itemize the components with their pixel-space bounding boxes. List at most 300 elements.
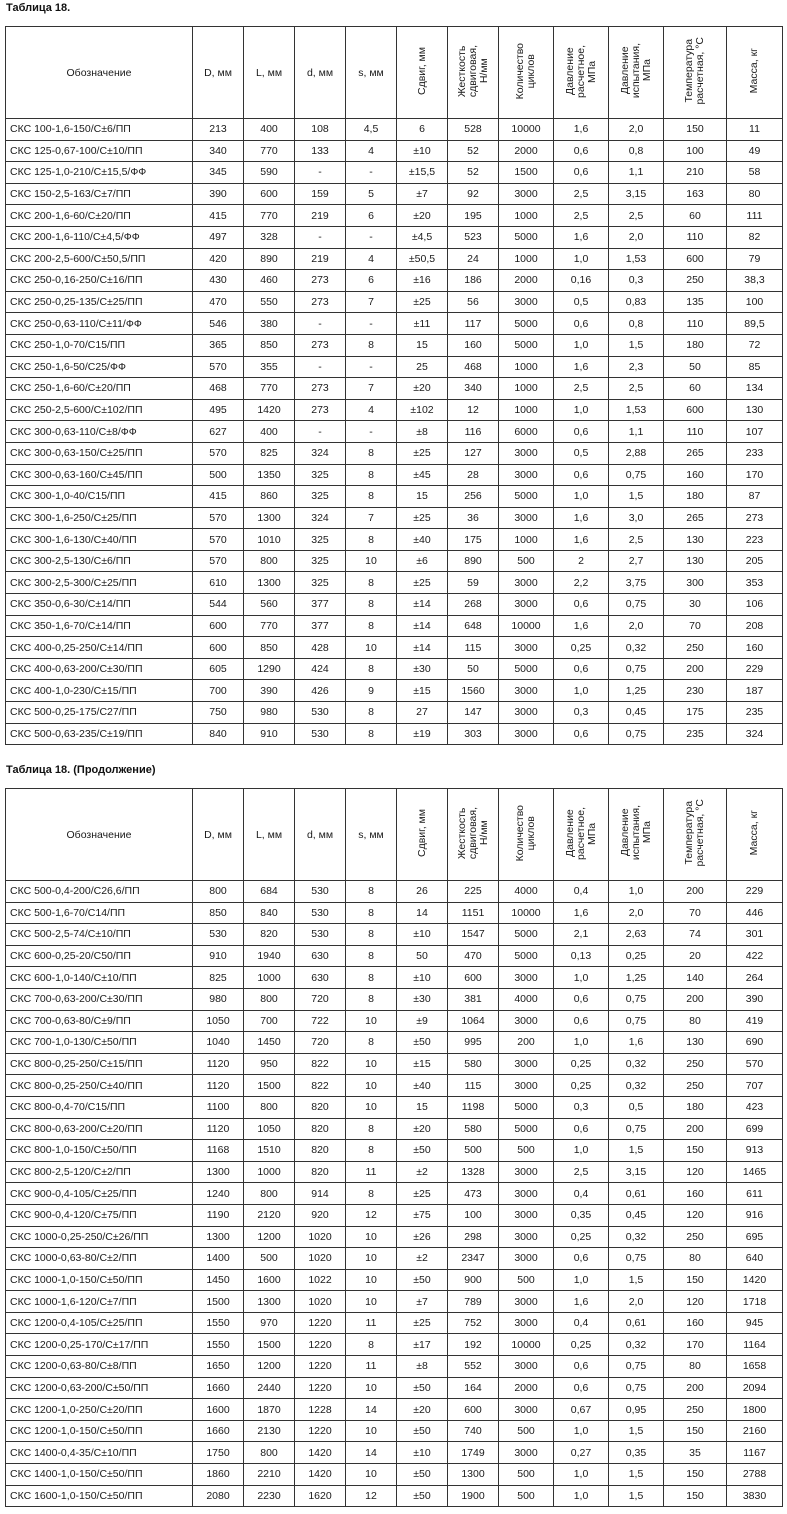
cell-design-temperature: 50 [664, 356, 727, 378]
cell-cycles: 3000 [499, 1183, 554, 1205]
cell-designation: СКС 350-0,6-30/С±14/ПП [6, 594, 193, 616]
cell-d-outer: 495 [193, 399, 244, 421]
column-header-design-temperature [664, 789, 727, 881]
cell-wall-thickness: 8 [346, 615, 397, 637]
cell-wall-thickness: 7 [346, 378, 397, 400]
cell-d-inner: 1220 [295, 1356, 346, 1378]
cell-wall-thickness: 8 [346, 442, 397, 464]
table-row [6, 615, 783, 637]
cell-length: 2230 [244, 1485, 295, 1507]
cell-mass: 235 [727, 702, 783, 724]
column-header-d-inner [295, 789, 346, 881]
cell-length: 684 [244, 881, 295, 903]
cell-shear: ±10 [397, 967, 448, 989]
cell-design-temperature: 130 [664, 529, 727, 551]
cell-design-temperature: 180 [664, 334, 727, 356]
cell-design-temperature: 130 [664, 550, 727, 572]
cell-cycles: 3000 [499, 594, 554, 616]
cell-test-pressure: 2,0 [609, 119, 664, 141]
cell-shear-stiffness: 1064 [448, 1010, 499, 1032]
cell-designation: СКС 500-0,63-235/С±19/ПП [6, 723, 193, 745]
cell-design-temperature: 120 [664, 1291, 727, 1313]
cell-d-inner: 1020 [295, 1248, 346, 1270]
cell-cycles: 2000 [499, 270, 554, 292]
cell-designation: СКС 200-2,5-600/С±50,5/ПП [6, 248, 193, 270]
header-label: Температура расчетная, °С [683, 799, 706, 867]
cell-mass: 229 [727, 881, 783, 903]
cell-d-inner: 377 [295, 615, 346, 637]
cell-designation: СКС 400-0,63-200/С±30/ПП [6, 658, 193, 680]
cell-design-pressure: 1,0 [554, 1140, 609, 1162]
cell-length: 380 [244, 313, 295, 335]
table-row [6, 378, 783, 400]
cell-length: 850 [244, 334, 295, 356]
cell-length: 910 [244, 723, 295, 745]
cell-mass: 1800 [727, 1399, 783, 1421]
cell-shear: ±15 [397, 680, 448, 702]
table-row [6, 881, 783, 903]
cell-d-inner: 133 [295, 140, 346, 162]
table-row [6, 658, 783, 680]
cell-shear-stiffness: 117 [448, 313, 499, 335]
table-row [6, 1399, 783, 1421]
column-header-length [244, 27, 295, 119]
cell-length: 1290 [244, 658, 295, 680]
cell-design-pressure: 0,16 [554, 270, 609, 292]
cell-mass: 353 [727, 572, 783, 594]
column-header-shear [397, 789, 448, 881]
header-label: Обозначение [66, 828, 132, 841]
cell-design-temperature: 200 [664, 1377, 727, 1399]
cell-d-outer: 390 [193, 183, 244, 205]
cell-shear: ±25 [397, 442, 448, 464]
cell-d-outer: 570 [193, 550, 244, 572]
cell-mass: 58 [727, 162, 783, 184]
cell-mass: 1465 [727, 1161, 783, 1183]
cell-test-pressure: 0,8 [609, 313, 664, 335]
header-label: Количество циклов [514, 42, 537, 100]
cell-mass: 570 [727, 1053, 783, 1075]
column-header-shear-stiffness [448, 27, 499, 119]
cell-test-pressure: 0,75 [609, 1010, 664, 1032]
cell-designation: СКС 300-1,6-130/С±40/ПП [6, 529, 193, 551]
table-row [6, 1226, 783, 1248]
cell-design-pressure: 0,25 [554, 1053, 609, 1075]
cell-cycles: 500 [499, 1485, 554, 1507]
cell-d-outer: 600 [193, 637, 244, 659]
cell-cycles: 3000 [499, 1226, 554, 1248]
table-row [6, 205, 783, 227]
cell-wall-thickness: 12 [346, 1485, 397, 1507]
table-row [6, 1377, 783, 1399]
cell-mass: 72 [727, 334, 783, 356]
cell-shear: ±45 [397, 464, 448, 486]
cell-design-temperature: 130 [664, 1032, 727, 1054]
cell-design-pressure: 1,6 [554, 507, 609, 529]
cell-d-inner: 273 [295, 291, 346, 313]
cell-length: 1000 [244, 967, 295, 989]
cell-d-outer: 600 [193, 615, 244, 637]
column-header-mass [727, 27, 783, 119]
cell-d-inner: 630 [295, 945, 346, 967]
cell-design-temperature: 250 [664, 1399, 727, 1421]
table-row [6, 119, 783, 141]
cell-mass: 1167 [727, 1442, 783, 1464]
cell-designation: СКС 1400-0,4-35/С±10/ПП [6, 1442, 193, 1464]
cell-shear: 15 [397, 1096, 448, 1118]
cell-cycles: 2000 [499, 140, 554, 162]
cell-test-pressure: 2,3 [609, 356, 664, 378]
cell-wall-thickness: 8 [346, 1334, 397, 1356]
table-row [6, 1118, 783, 1140]
cell-shear-stiffness: 900 [448, 1269, 499, 1291]
cell-design-pressure: 1,0 [554, 334, 609, 356]
cell-d-inner: 530 [295, 881, 346, 903]
column-header-cycles [499, 27, 554, 119]
cell-d-inner: 219 [295, 248, 346, 270]
cell-shear-stiffness: 890 [448, 550, 499, 572]
column-header-shear-stiffness [448, 789, 499, 881]
cell-design-temperature: 250 [664, 270, 727, 292]
cell-design-pressure: 0,5 [554, 291, 609, 313]
cell-length: 1420 [244, 399, 295, 421]
cell-design-pressure: 0,3 [554, 1096, 609, 1118]
cell-test-pressure: 0,8 [609, 140, 664, 162]
cell-cycles: 3000 [499, 1291, 554, 1313]
cell-mass: 419 [727, 1010, 783, 1032]
cell-designation: СКС 350-1,6-70/С±14/ПП [6, 615, 193, 637]
cell-shear: ±25 [397, 507, 448, 529]
cell-test-pressure: 1,5 [609, 334, 664, 356]
cell-designation: СКС 1000-0,25-250/С±26/ПП [6, 1226, 193, 1248]
cell-designation: СКС 1200-1,0-250/С±20/ПП [6, 1399, 193, 1421]
cell-test-pressure: 1,6 [609, 1032, 664, 1054]
cell-design-pressure: 0,4 [554, 1183, 609, 1205]
cell-wall-thickness: 8 [346, 988, 397, 1010]
cell-mass: 423 [727, 1096, 783, 1118]
cell-test-pressure: 1,5 [609, 1140, 664, 1162]
cell-mass: 2160 [727, 1420, 783, 1442]
cell-shear-stiffness: 59 [448, 572, 499, 594]
cell-d-outer: 1450 [193, 1269, 244, 1291]
cell-design-pressure: 1,6 [554, 356, 609, 378]
cell-d-outer: 1050 [193, 1010, 244, 1032]
cell-shear-stiffness: 740 [448, 1420, 499, 1442]
cell-designation: СКС 125-1,0-210/С±15,5/ФФ [6, 162, 193, 184]
cell-d-outer: 1240 [193, 1183, 244, 1205]
cell-designation: СКС 500-0,4-200/С26,6/ПП [6, 881, 193, 903]
column-header-designation [6, 789, 193, 881]
cell-shear: ±75 [397, 1204, 448, 1226]
cell-designation: СКС 300-0,63-150/С±25/ПП [6, 442, 193, 464]
cell-d-outer: 415 [193, 205, 244, 227]
cell-cycles: 1000 [499, 399, 554, 421]
cell-test-pressure: 0,75 [609, 1118, 664, 1140]
cell-d-outer: 570 [193, 529, 244, 551]
cell-mass: 205 [727, 550, 783, 572]
table-row [6, 226, 783, 248]
cell-shear-stiffness: 256 [448, 486, 499, 508]
cell-mass: 699 [727, 1118, 783, 1140]
cell-test-pressure: 0,35 [609, 1442, 664, 1464]
cell-wall-thickness: 11 [346, 1312, 397, 1334]
cell-length: 1940 [244, 945, 295, 967]
cell-designation: СКС 300-2,5-300/С±25/ПП [6, 572, 193, 594]
cell-d-outer: 750 [193, 702, 244, 724]
cell-test-pressure: 0,32 [609, 1075, 664, 1097]
cell-d-outer: 420 [193, 248, 244, 270]
cell-cycles: 10000 [499, 902, 554, 924]
cell-shear: ±15,5 [397, 162, 448, 184]
cell-design-temperature: 250 [664, 637, 727, 659]
specification-table [5, 26, 783, 745]
cell-shear: ±50 [397, 1464, 448, 1486]
cell-shear: ±14 [397, 637, 448, 659]
table-row [6, 1312, 783, 1334]
cell-mass: 79 [727, 248, 783, 270]
cell-design-temperature: 175 [664, 702, 727, 724]
cell-wall-thickness: 8 [346, 902, 397, 924]
cell-cycles: 1000 [499, 356, 554, 378]
cell-wall-thickness: 8 [346, 945, 397, 967]
cell-length: 1050 [244, 1118, 295, 1140]
cell-shear-stiffness: 115 [448, 1075, 499, 1097]
cell-design-temperature: 110 [664, 421, 727, 443]
cell-d-outer: 570 [193, 507, 244, 529]
cell-cycles: 10000 [499, 1334, 554, 1356]
cell-test-pressure: 2,0 [609, 615, 664, 637]
cell-design-temperature: 140 [664, 967, 727, 989]
table-row [6, 1204, 783, 1226]
cell-design-temperature: 265 [664, 442, 727, 464]
cell-test-pressure: 3,0 [609, 507, 664, 529]
cell-design-pressure: 0,4 [554, 1312, 609, 1334]
cell-design-pressure: 2,1 [554, 924, 609, 946]
cell-mass: 87 [727, 486, 783, 508]
cell-length: 890 [244, 248, 295, 270]
cell-length: 328 [244, 226, 295, 248]
cell-cycles: 3000 [499, 680, 554, 702]
cell-design-pressure: 1,6 [554, 615, 609, 637]
column-header-test-pressure [609, 789, 664, 881]
cell-design-temperature: 135 [664, 291, 727, 313]
table-row [6, 399, 783, 421]
cell-cycles: 500 [499, 1140, 554, 1162]
cell-mass: 100 [727, 291, 783, 313]
cell-d-outer: 1750 [193, 1442, 244, 1464]
cell-mass: 301 [727, 924, 783, 946]
cell-design-temperature: 230 [664, 680, 727, 702]
cell-d-inner: 820 [295, 1118, 346, 1140]
cell-shear-stiffness: 175 [448, 529, 499, 551]
cell-design-temperature: 80 [664, 1010, 727, 1032]
cell-mass: 187 [727, 680, 783, 702]
column-header-shear [397, 27, 448, 119]
cell-mass: 107 [727, 421, 783, 443]
cell-test-pressure: 0,75 [609, 594, 664, 616]
cell-shear-stiffness: 648 [448, 615, 499, 637]
cell-cycles: 500 [499, 1420, 554, 1442]
cell-test-pressure: 1,5 [609, 1464, 664, 1486]
cell-d-outer: 1300 [193, 1161, 244, 1183]
cell-shear: 15 [397, 334, 448, 356]
cell-design-pressure: 0,6 [554, 988, 609, 1010]
cell-test-pressure: 0,75 [609, 658, 664, 680]
cell-d-outer: 1120 [193, 1053, 244, 1075]
table-row [6, 464, 783, 486]
cell-designation: СКС 200-1,6-60/С±20/ПП [6, 205, 193, 227]
cell-designation: СКС 1000-1,0-150/С±50/ПП [6, 1269, 193, 1291]
cell-test-pressure: 0,83 [609, 291, 664, 313]
cell-designation: СКС 500-0,25-175/С27/ПП [6, 702, 193, 724]
cell-shear-stiffness: 127 [448, 442, 499, 464]
cell-wall-thickness: - [346, 226, 397, 248]
cell-mass: 422 [727, 945, 783, 967]
cell-length: 500 [244, 1248, 295, 1270]
cell-mass: 111 [727, 205, 783, 227]
cell-designation: СКС 600-1,0-140/С±10/ПП [6, 967, 193, 989]
cell-design-temperature: 200 [664, 1118, 727, 1140]
cell-length: 980 [244, 702, 295, 724]
cell-length: 1450 [244, 1032, 295, 1054]
header-label: Давление расчетное, МПа [563, 44, 598, 98]
header-row [6, 789, 783, 881]
column-header-cycles [499, 789, 554, 881]
cell-designation: СКС 700-0,63-200/С±30/ПП [6, 988, 193, 1010]
cell-d-outer: 340 [193, 140, 244, 162]
cell-mass: 273 [727, 507, 783, 529]
cell-design-pressure: 0,6 [554, 1010, 609, 1032]
cell-length: 1300 [244, 507, 295, 529]
cell-test-pressure: 2,5 [609, 205, 664, 227]
cell-d-outer: 1100 [193, 1096, 244, 1118]
cell-length: 2130 [244, 1420, 295, 1442]
cell-d-inner: 1220 [295, 1312, 346, 1334]
table-row [6, 1075, 783, 1097]
cell-d-inner: 530 [295, 702, 346, 724]
cell-designation: СКС 250-0,16-250/С±16/ПП [6, 270, 193, 292]
cell-mass: 695 [727, 1226, 783, 1248]
table-row [6, 442, 783, 464]
cell-wall-thickness: 10 [346, 637, 397, 659]
cell-length: 1300 [244, 1291, 295, 1313]
cell-mass: 945 [727, 1312, 783, 1334]
cell-length: 400 [244, 421, 295, 443]
cell-test-pressure: 1,1 [609, 421, 664, 443]
cell-mass: 130 [727, 399, 783, 421]
cell-shear-stiffness: 52 [448, 162, 499, 184]
cell-wall-thickness: 10 [346, 1010, 397, 1032]
cell-shear: ±7 [397, 183, 448, 205]
cell-test-pressure: 0,75 [609, 1248, 664, 1270]
cell-shear-stiffness: 1300 [448, 1464, 499, 1486]
cell-wall-thickness: 10 [346, 1377, 397, 1399]
cell-mass: 106 [727, 594, 783, 616]
table-row [6, 291, 783, 313]
cell-shear: ±8 [397, 421, 448, 443]
cell-shear-stiffness: 468 [448, 356, 499, 378]
table-row [6, 421, 783, 443]
cell-d-outer: 1660 [193, 1377, 244, 1399]
table-row [6, 313, 783, 335]
cell-test-pressure: 0,25 [609, 945, 664, 967]
cell-length: 770 [244, 615, 295, 637]
cell-cycles: 5000 [499, 334, 554, 356]
cell-wall-thickness: 8 [346, 658, 397, 680]
table-row [6, 594, 783, 616]
cell-shear: ±50 [397, 1485, 448, 1507]
table-row [6, 945, 783, 967]
cell-test-pressure: 1,5 [609, 1420, 664, 1442]
header-label: Давление испытания, МПа [618, 805, 653, 861]
table-row [6, 1485, 783, 1507]
cell-design-temperature: 160 [664, 1312, 727, 1334]
cell-length: 950 [244, 1053, 295, 1075]
cell-d-inner: 1220 [295, 1420, 346, 1442]
cell-d-outer: 1120 [193, 1075, 244, 1097]
cell-cycles: 3000 [499, 1204, 554, 1226]
cell-shear: ±8 [397, 1356, 448, 1378]
cell-cycles: 3000 [499, 1312, 554, 1334]
cell-shear-stiffness: 1151 [448, 902, 499, 924]
cell-d-inner: 530 [295, 924, 346, 946]
cell-wall-thickness: 4,5 [346, 119, 397, 141]
cell-shear-stiffness: 100 [448, 1204, 499, 1226]
column-header-designation [6, 27, 193, 119]
cell-wall-thickness: 10 [346, 1464, 397, 1486]
cell-d-outer: 1650 [193, 1356, 244, 1378]
cell-d-outer: 1190 [193, 1204, 244, 1226]
cell-design-temperature: 120 [664, 1161, 727, 1183]
cell-length: 400 [244, 119, 295, 141]
cell-shear: ±50 [397, 1269, 448, 1291]
cell-mass: 1658 [727, 1356, 783, 1378]
cell-mass: 1718 [727, 1291, 783, 1313]
cell-design-pressure: 1,6 [554, 902, 609, 924]
table-row [6, 902, 783, 924]
cell-test-pressure: 0,75 [609, 1377, 664, 1399]
specification-table-continued [5, 788, 783, 1507]
cell-design-temperature: 180 [664, 1096, 727, 1118]
cell-d-inner: 920 [295, 1204, 346, 1226]
header-label: Обозначение [66, 66, 132, 79]
cell-wall-thickness: 10 [346, 1226, 397, 1248]
cell-shear-stiffness: 600 [448, 967, 499, 989]
cell-shear: ±17 [397, 1334, 448, 1356]
cell-cycles: 1000 [499, 378, 554, 400]
cell-designation: СКС 700-1,0-130/С±50/ПП [6, 1032, 193, 1054]
cell-design-pressure: 0,27 [554, 1442, 609, 1464]
cell-cycles: 5000 [499, 226, 554, 248]
cell-mass: 85 [727, 356, 783, 378]
cell-shear-stiffness: 470 [448, 945, 499, 967]
cell-test-pressure: 1,5 [609, 1485, 664, 1507]
cell-design-temperature: 30 [664, 594, 727, 616]
cell-shear-stiffness: 523 [448, 226, 499, 248]
cell-length: 840 [244, 902, 295, 924]
cell-design-temperature: 110 [664, 226, 727, 248]
cell-cycles: 2000 [499, 1377, 554, 1399]
cell-d-outer: 365 [193, 334, 244, 356]
cell-designation: СКС 400-1,0-230/С±15/ПП [6, 680, 193, 702]
cell-cycles: 500 [499, 1464, 554, 1486]
cell-design-temperature: 160 [664, 464, 727, 486]
cell-d-outer: 605 [193, 658, 244, 680]
cell-shear-stiffness: 28 [448, 464, 499, 486]
cell-designation: СКС 900-0,4-120/С±75/ПП [6, 1204, 193, 1226]
table-row [6, 1464, 783, 1486]
cell-designation: СКС 250-1,6-50/С25/ФФ [6, 356, 193, 378]
